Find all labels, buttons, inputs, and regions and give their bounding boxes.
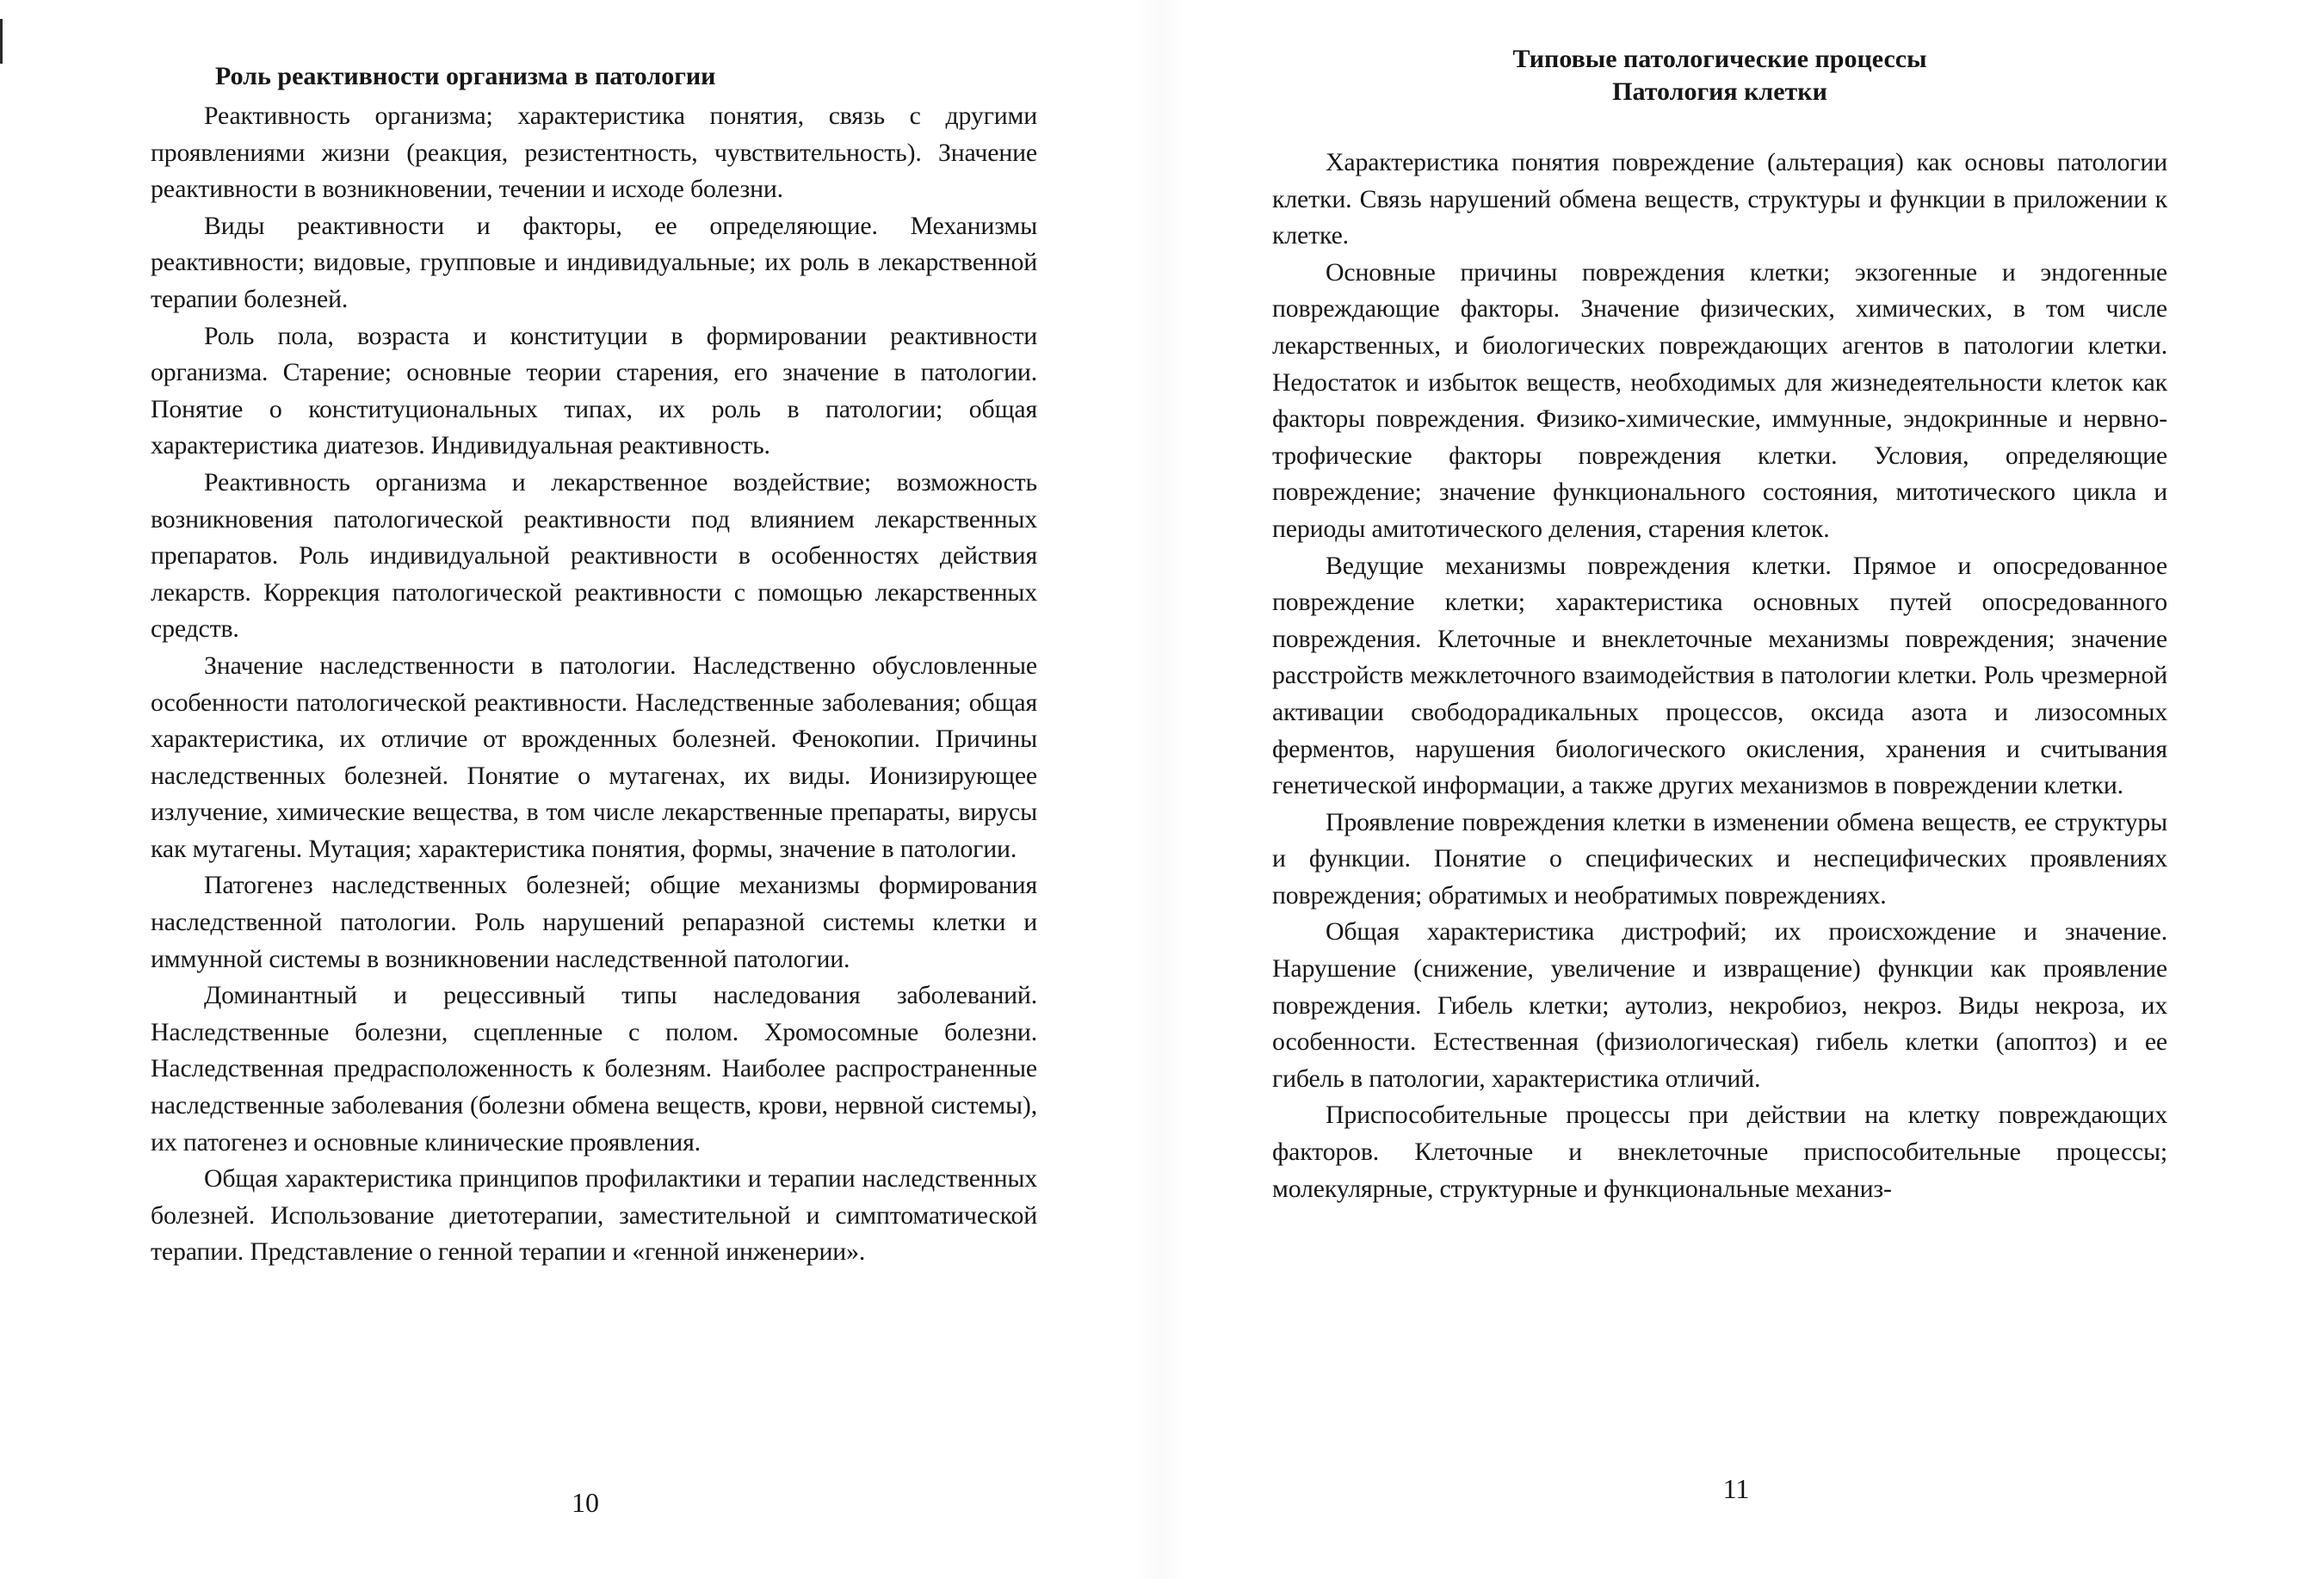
paragraph: Проявление повреждения клетки в изменении обмена веществ, ее структуры и функции. Понятие о специфических и неспецифических проявлениях повреждения; обратимых и необратимых повреждениях.	[1272, 807, 2167, 910]
right-page	[1162, 0, 2324, 1579]
paragraph: Роль пола, возраста и конституции в формировании реактивности организма. Старение; основные теории старения, его значение в патологии. Понятие о конституциональных типах, их роль в патологии; общая характеристика диатезов. Индивидуальная реактивность.	[151, 321, 1037, 460]
paragraph: Доминантный и рецессивный типы наследования заболеваний. Наследственные болезни, сцепленные с полом. Хромосомные болезни. Наследственная предрасположенность к болезням. Наиболее распространенные наследственные заболевания (болезни обмена веществ, крови, нервной системы), их патогенез и основные клинические проявления.	[151, 981, 1037, 1156]
paragraph: Реактивность организма и лекарственное воздействие; возможность возникновения патологической реактивности под влиянием лекарственных препаратов. Роль индивидуальной реактивности в особенностях действия лекарств. Коррекция патологической реактивности с помощью лекарственных средств.	[151, 467, 1037, 644]
subsection-heading: Патология клетки	[1612, 77, 1827, 106]
left-page-heading: Роль реактивности организма в патологии	[215, 62, 716, 90]
right-paragraphs	[1272, 145, 2167, 1207]
paragraph: Приспособительные процессы при действии на клетку повреждающих факторов. Клеточные и внеклеточные приспособительные процессы; молекулярные, структурные и функциональные механиз-	[1272, 1101, 2167, 1203]
section-heading: Типовые патологические процессы	[1512, 45, 1927, 73]
page-number: 10	[572, 1487, 599, 1518]
left-paragraphs	[151, 98, 1037, 1271]
page-number: 11	[1722, 1473, 1750, 1504]
paragraph: Реактивность организма; характеристика понятия, связь с другими проявлениями жизни (реакция, резистентность, чувствительность). Значение реактивности в возникновении, течении и исходе болезни.	[151, 102, 1037, 204]
paragraph: Общая характеристика дистрофий; их происхождение и значение. Нарушение (снижение, увеличение и извращение) функции как проявление повреждения. Гибель клетки; аутолиз, некробиоз, некроз. Виды некроза, их особенности. Естественная (физиологическая) гибель клетки (апоптоз) и ее гибель в патологии, характеристика отличий.	[1272, 917, 2167, 1093]
paragraph: Ведущие механизмы повреждения клетки. Прямое и опосредованное повреждение клетки; характеристика основных путей опосредованного повреждения. Клеточные и внеклеточные механизмы повреждения; значение расстройств межклеточного взаимодействия в патологии клетки. Роль чрезмерной активации свободорадикальных процессов, оксида азота и лизосомных ферментов, нарушения биологического окисления, хранения и считывания генетической информации, а также других механизмов в повреждении клетки.	[1272, 551, 2167, 800]
paragraph: Общая характеристика принципов профилактики и терапии наследственных болезней. Использование диетотерапии, заместительной и симптоматической терапии. Представление о генной терапии и «генной инженерии».	[151, 1164, 1037, 1267]
paragraph: Патогенез наследственных болезней; общие механизмы формирования наследственной патологии. Роль нарушений репаразной системы клетки и иммунной системы в возникновении наследственной патологии.	[151, 871, 1037, 973]
paragraph: Характеристика понятия повреждение (альтерация) как основы патологии клетки. Связь нарушений обмена веществ, структуры и функции в приложении к клетке.	[1272, 148, 2167, 250]
paragraph: Виды реактивности и факторы, ее определяющие. Механизмы реактивности; видовые, групповые и индивидуальные; их роль в лекарственной терапии болезней.	[151, 211, 1037, 313]
paragraph: Значение наследственности в патологии. Наследственно обусловленные особенности патологической реактивности. Наследственные заболевания; общая характеристика, их отличие от врожденных болезней. Фенокопии. Причины наследственных болезней. Понятие о мутагенах, их виды. Ионизирующее излучение, химические вещества, в том числе лекарственные препараты, вирусы как мутагены. Мутация; характеристика понятия, формы, значение в патологии.	[151, 651, 1037, 863]
paragraph: Основные причины повреждения клетки; экзогенные и эндогенные повреждающие факторы. Значение физических, химических, в том числе лекарственных, и биологических повреждающих агентов в патологии клетки. Недостаток и избыток веществ, необходимых для жизнедеятельности клеток как факторы повреждения. Физико-химические, иммунные, эндокринные и нервно-трофические факторы повреждения клетки. Условия, определяющие повреждение; значение функционального состояния, митотического цикла и периоды амитотического деления, старения клеток.	[1272, 257, 2167, 543]
